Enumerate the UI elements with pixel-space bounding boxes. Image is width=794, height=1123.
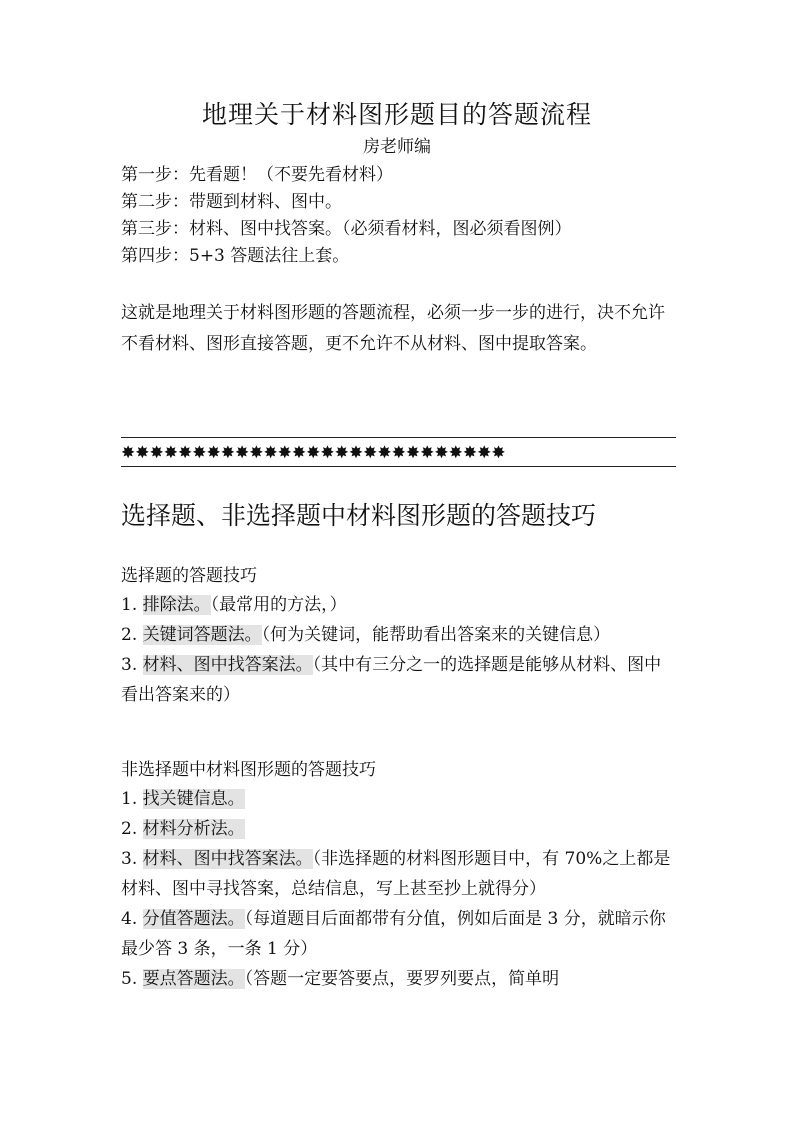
step-item-2: 第二步：带题到材料、图中。 bbox=[121, 192, 342, 212]
section-heading: 选择题、非选择题中材料图形题的答题技巧 bbox=[121, 501, 597, 530]
item-note: （答题一定要答要点，要罗列要点，简单明 bbox=[244, 969, 560, 989]
item-highlight: 关键词答题法。 bbox=[142, 625, 262, 645]
divider-top bbox=[121, 437, 676, 438]
item-highlight: 排除法。 bbox=[142, 595, 211, 615]
item-highlight: 找关键信息。 bbox=[142, 789, 245, 809]
item-number: 2. bbox=[121, 819, 143, 839]
list-item bbox=[121, 814, 677, 844]
document-title: 地理关于材料图形题目的答题流程 bbox=[201, 100, 592, 129]
item-note: （其中有三分之一的选择题是能够从材料、图中看出答案来的） bbox=[121, 655, 662, 705]
item-number: 3. bbox=[121, 849, 143, 869]
step-item-4: 第四步：5+3 答题法往上套。 bbox=[121, 246, 350, 266]
item-number: 5. bbox=[121, 969, 143, 989]
step-item-1: 第一步：先看题！（不要先看材料） bbox=[121, 165, 393, 185]
non-choice-question-section bbox=[121, 756, 677, 994]
item-note: （每道题目后面都带有分值，例如后面是 3 分，就暗示你最少答 3 条，一条 1 分） bbox=[121, 909, 666, 959]
list-item bbox=[121, 964, 677, 994]
item-highlight: 材料、图中找答案法。 bbox=[142, 655, 313, 675]
step-item-3: 第三步：材料、图中找答案。（必须看材料，图必须看图例） bbox=[121, 219, 572, 239]
item-highlight: 要点答题法。 bbox=[142, 969, 245, 989]
divider-bottom bbox=[121, 466, 676, 467]
item-note: （最常用的方法，） bbox=[210, 595, 347, 615]
list-item bbox=[121, 844, 677, 904]
section-title: 选择题的答题技巧 bbox=[121, 566, 257, 586]
item-highlight: 材料分析法。 bbox=[142, 819, 245, 839]
steps-list bbox=[121, 162, 681, 270]
item-note: （非选择题的材料图形题目中，有 70%之上都是材料、图中寻找答案，总结信息，写上甚至抄上就得分） bbox=[121, 849, 671, 899]
list-item bbox=[121, 650, 677, 710]
author-line: 房老师编 bbox=[363, 137, 431, 157]
section-title: 非选择题中材料图形题的答题技巧 bbox=[121, 760, 376, 780]
list-item bbox=[121, 784, 677, 814]
item-number: 1. bbox=[121, 789, 143, 809]
item-number: 1. bbox=[121, 595, 143, 615]
list-item bbox=[121, 620, 677, 650]
item-note: （何为关键词，能帮助看出答案来的关键信息） bbox=[261, 625, 611, 645]
item-number: 3. bbox=[121, 655, 143, 675]
item-highlight: 分值答题法。 bbox=[142, 909, 245, 929]
list-item bbox=[121, 590, 677, 620]
item-number: 2. bbox=[121, 625, 143, 645]
item-highlight: 材料、图中找答案法。 bbox=[142, 849, 313, 869]
list-item bbox=[121, 904, 677, 964]
summary-paragraph: 这就是地理关于材料图形题的答题流程，必须一步一步的进行，决不允许不看材料、图形直接答题，更不允许不从材料、图中提取答案。 bbox=[121, 303, 665, 354]
item-number: 4. bbox=[121, 909, 143, 929]
choice-question-section bbox=[121, 562, 677, 710]
star-divider: ✸✸✸✸✸✸✸✸✸✸✸✸✸✸✸✸✸✸✸✸✸✸✸✸✸✸✸ bbox=[121, 443, 506, 463]
